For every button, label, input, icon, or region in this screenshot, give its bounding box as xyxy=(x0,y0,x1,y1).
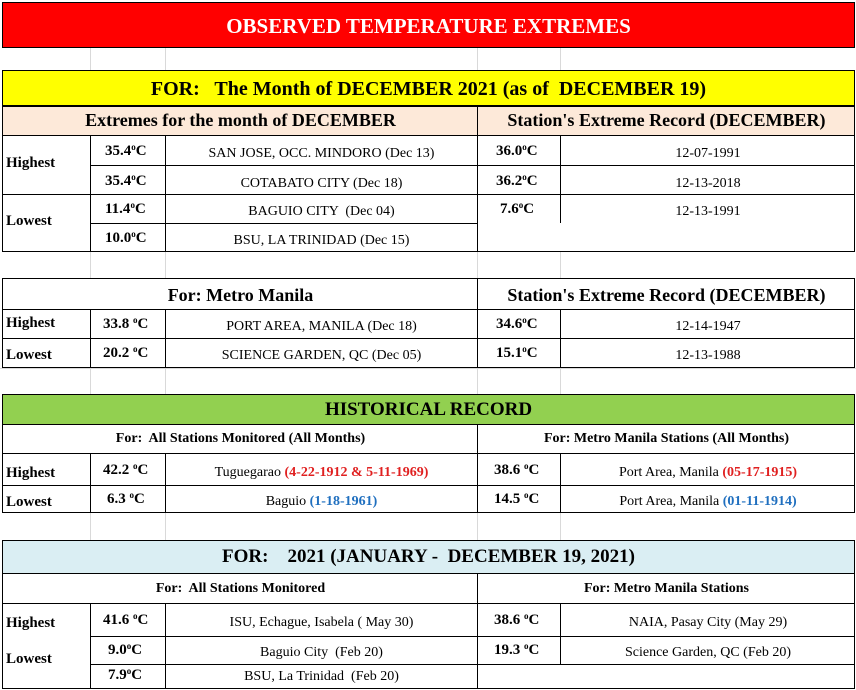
historical-right-header: For: Metro Manila Stations (All Months) xyxy=(543,431,790,446)
year-station-1: ISU, Echague, Isabela ( May 30) xyxy=(229,615,414,630)
historical-value-1: 42.2 $^o$C xyxy=(103,461,149,478)
month-station-1: SAN JOSE, OCC. MINDORO (Dec 13) xyxy=(208,146,435,161)
metro-station-2: SCIENCE GARDEN, QC (Dec 05) xyxy=(221,348,422,363)
year-value-3: 7.9$^o$C xyxy=(108,666,143,683)
metro-record-value-1: 34.6$^o$C xyxy=(496,315,538,332)
historical-mm-value-1: 38.6 $^o$C xyxy=(494,461,540,478)
year-lowest-label: Lowest xyxy=(6,651,52,667)
month-record-date-1: 12-07-1991 xyxy=(675,146,741,161)
month-station-3: BAGUIO CITY (Dec 04) xyxy=(248,204,395,219)
month-left-header: Extremes for the month of DECEMBER xyxy=(85,110,396,130)
month-lowest-label: Lowest xyxy=(6,213,52,229)
month-highest-label: Highest xyxy=(6,155,56,171)
historical-lowest-label: Lowest xyxy=(6,494,52,510)
year-station-3: BSU, La Trinidad (Feb 20) xyxy=(244,669,399,684)
historical-station-1: Tuguegarao (4-22-1912 & 5-11-1969) xyxy=(214,465,429,480)
metro-record-date-2: 12-13-1988 xyxy=(675,348,741,363)
month-record-date-2: 12-13-2018 xyxy=(675,176,741,191)
historical-value-2: 6.3 $^o$C xyxy=(107,490,145,507)
year-mm-station-2: Science Garden, QC (Feb 20) xyxy=(624,645,791,660)
month-value-4: 10.0$^o$C xyxy=(105,229,147,246)
year-mm-value-1: 38.6 $^o$C xyxy=(494,611,540,628)
historical-highest-label: Highest xyxy=(6,465,56,481)
period-banner-text: FOR: The Month of DECEMBER 2021 (as of DECEMBER 19) xyxy=(150,78,707,100)
month-record-date-3: 12-13-1991 xyxy=(675,204,741,219)
historical-header: HISTORICAL RECORD xyxy=(324,399,533,420)
metro-lowest-label: Lowest xyxy=(6,347,52,363)
page-title: OBSERVED TEMPERATURE EXTREMES xyxy=(226,14,631,38)
metro-highest-label: Highest xyxy=(6,315,56,331)
metro-value-2: 20.2 $^o$C xyxy=(103,344,149,361)
year-value-1: 41.6 $^o$C xyxy=(103,611,149,628)
month-record-value-3: 7.6$^o$C xyxy=(500,200,535,217)
month-station-4: BSU, LA TRINIDAD (Dec 15) xyxy=(233,233,410,248)
metro-left-header: For: Metro Manila xyxy=(167,285,314,305)
historical-mm-value-2: 14.5 $^o$C xyxy=(494,490,540,507)
year-value-2: 9.0$^o$C xyxy=(108,641,143,658)
historical-station-2: Baguio (1-18-1961) xyxy=(265,494,378,509)
year-right-header: For: Metro Manila Stations xyxy=(584,581,749,596)
month-right-header: Station's Extreme Record (DECEMBER) xyxy=(507,110,826,130)
month-record-value-1: 36.0$^o$C xyxy=(496,142,538,159)
historical-date-1: (4-22-1912 & 5-11-1969) xyxy=(284,465,429,480)
historical-mm-date-1: (05-17-1915) xyxy=(722,465,798,480)
metro-record-date-1: 12-14-1947 xyxy=(675,319,741,334)
year-mm-value-2: 19.3 $^o$C xyxy=(494,641,540,658)
historical-left-header: For: All Stations Monitored (All Months) xyxy=(115,431,366,446)
month-value-3: 11.4$^o$C xyxy=(105,200,146,217)
year-header: FOR: 2021 (JANUARY - DECEMBER 19, 2021) xyxy=(222,546,635,567)
metro-station-1: PORT AREA, MANILA (Dec 18) xyxy=(226,319,417,334)
year-left-header: For: All Stations Monitored xyxy=(155,581,326,596)
historical-mm-station-1: Port Area, Manila (05-17-1915) xyxy=(618,465,798,480)
month-record-value-2: 36.2$^o$C xyxy=(496,172,538,189)
historical-mm-station-2: Port Area, Manila (01-11-1914) xyxy=(619,494,797,509)
title-bar xyxy=(2,2,855,48)
month-value-2: 35.4$^o$C xyxy=(105,172,147,189)
month-station-2: COTABATO CITY (Dec 18) xyxy=(240,176,403,191)
metro-value-1: 33.8 $^o$C xyxy=(103,315,149,332)
month-value-1: 35.4$^o$C xyxy=(105,142,147,159)
metro-record-value-2: 15.1$^o$C xyxy=(496,344,538,361)
year-mm-station-1: NAIA, Pasay City (May 29) xyxy=(628,615,788,630)
metro-right-header: Station's Extreme Record (DECEMBER) xyxy=(507,285,826,305)
period-banner xyxy=(2,70,855,106)
historical-date-2: (1-18-1961) xyxy=(309,494,378,509)
historical-mm-date-2: (01-11-1914) xyxy=(722,494,797,509)
year-station-2: Baguio City (Feb 20) xyxy=(260,645,383,660)
year-highest-label: Highest xyxy=(6,615,56,631)
